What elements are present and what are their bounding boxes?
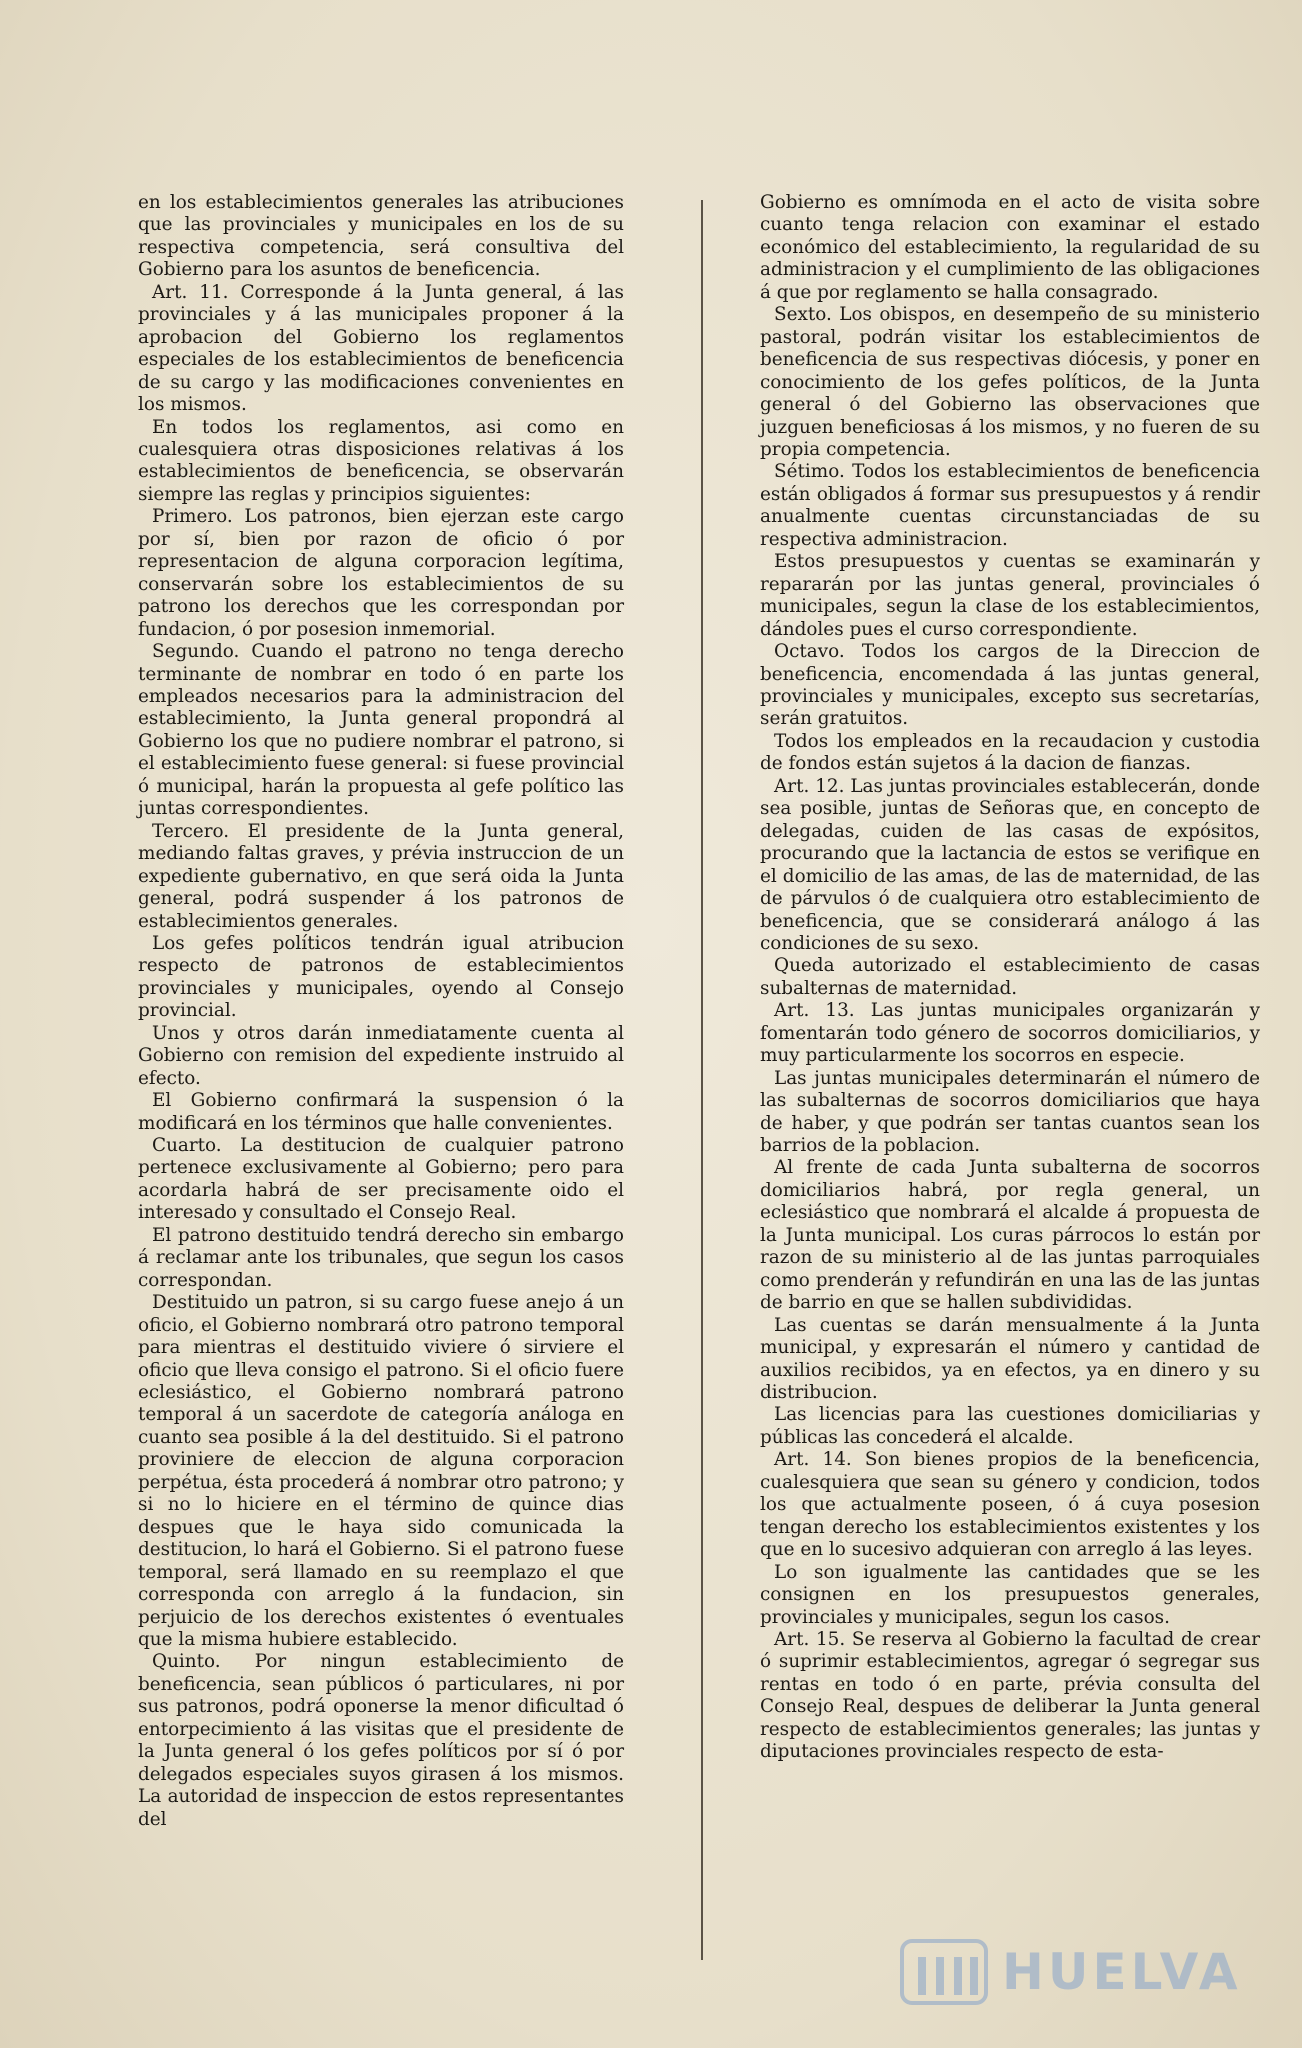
paragraph: Segundo. Cuando el patrono no tenga derecho terminante de nombrar en todo ó en parte los empleados necesarios para la administracion del establecimiento, la Junta general propondrá al Gobierno los que no pudiere nombrar el patrono, si el establecimiento fuese general: si fuese provincial ó municipal, harán la propuesta al gefe político las juntas correspondientes. xyxy=(138,641,624,820)
paragraph: Estos presupuestos y cuentas se examinarán y repararán por las juntas general, provinciales ó municipales, segun la clase de los establecimientos, dándoles pues el curso correspondiente. xyxy=(760,551,1260,640)
paragraph: Art. 14. Son bienes propios de la beneficencia, cualesquiera que sean su género y condicion, todos los que actualmente poseen, ó á cuya posesion tengan derecho los establecimientos existentes y los que en lo sucesivo adquieran con arreglo á las leyes. xyxy=(760,1449,1260,1561)
paragraph: Quinto. Por ningun establecimiento de beneficencia, sean públicos ó particulares, ni por sus patronos, podrá oponerse la menor dificultad ó entorpecimiento á las visitas que el presidente de la Junta general ó los gefes políticos por sí ó por delegados especiales suyos girasen á los mismos. La autoridad de inspeccion de estos representantes del xyxy=(138,1651,624,1830)
paragraph: Gobierno es omnímoda en el acto de visita sobre cuanto tenga relacion con examinar el estado económico del establecimiento, la regularidad de su administracion y el cumplimiento de las obligaciones á que por reglamento se halla consagrado. xyxy=(760,192,1260,303)
paragraph: Unos y otros darán inmediatamente cuenta al Gobierno con remision del expediente instruido al efecto. xyxy=(138,1022,624,1089)
paragraph: Queda autorizado el establecimiento de casas subalternas de maternidad. xyxy=(760,955,1260,999)
paragraph: Las licencias para las cuestiones domiciliarias y públicas las concederá el alcalde. xyxy=(760,1404,1260,1448)
paragraph: en los establecimientos generales las atribuciones que las provinciales y municipales en los de su respectiva competencia, será consultiva del Gobierno para los asuntos de beneficencia. xyxy=(138,192,624,281)
right-text-column xyxy=(760,192,1260,1764)
paragraph: En todos los reglamentos, asi como en cualesquiera otras disposiciones relativas á los establecimientos de beneficencia, se observarán siempre las reglas y principios siguientes: xyxy=(138,416,624,505)
paragraph: Sétimo. Todos los establecimientos de beneficencia están obligados á formar sus presupuestos y á rendir anualmente cuentas circunstanciadas de su respectiva administracion. xyxy=(760,461,1260,550)
left-text-column xyxy=(138,192,624,1831)
paragraph: Todos los empleados en la recaudacion y custodia de fondos están sujetos á la dacion de fianzas. xyxy=(760,730,1260,775)
watermark-text: HUELVA xyxy=(1002,1943,1242,2001)
paragraph: Lo son igualmente las cantidades que se les consignen en los presupuestos generales, provinciales y municipales, segun los casos. xyxy=(760,1561,1260,1628)
paragraph: Sexto. Los obispos, en desempeño de su ministerio pastoral, podrán visitar los establecimientos de beneficencia de sus respectivas diócesis, y poner en conocimiento de los gefes políticos, de la Junta general ó del Gobierno las observaciones que juzguen beneficiosas á los mismos, y no fueren de su propia competencia. xyxy=(760,304,1260,460)
paragraph: Destituido un patron, si su cargo fuese anejo á un oficio, el Gobierno nombrará otro patrono temporal para mientras el destituido viviere ó sirviere el oficio que lleva consigo el patrono. Si el oficio fuere eclesiástico, el Gobierno nombrará patrono temporal á un sacerdote de categoría análoga en cuanto sea posible á la del destituido. Si el patrono proviniere de eleccion de alguna corporacion perpétua, ésta procederá á nombrar otro patrono; y si no lo hiciere en el término de quince dias despues que le haya sido comunicada la destitucion, lo hará el Gobierno. Si el patrono fuese temporal, será llamado en su reemplazo el que corresponda con arreglo á la fundacion, sin perjuicio de los derechos existentes ó eventuales que la misma hubiere establecido. xyxy=(138,1292,624,1650)
paragraph: Tercero. El presidente de la Junta general, mediando faltas graves, y prévia instruccion de un expediente gubernativo, en que será oida la Junta general, podrá suspender á los patronos de establecimientos generales. xyxy=(138,820,624,932)
paragraph: Art. 13. Las juntas municipales organizarán y fomentarán todo género de socorros domiciliarios, y muy particularmente los socorros en especie. xyxy=(760,1000,1260,1067)
library-watermark xyxy=(900,1935,1240,2015)
paragraph: Primero. Los patronos, bien ejerzan este cargo por sí, bien por razon de oficio ó por representacion de alguna corporacion legítima, conservarán sobre los establecimientos de su patrono los derechos que les correspondan por fundacion, ó por posesion inmemorial. xyxy=(138,506,624,640)
library-columns-logo-icon xyxy=(900,1939,988,2005)
paragraph: Las cuentas se darán mensualmente á la Junta municipal, y expresarán el número y cantidad de auxilios recibidos, ya en efectos, ya en dinero y su distribucion. xyxy=(760,1314,1260,1404)
paragraph: El patrono destituido tendrá derecho sin embargo á reclamar ante los tribunales, que segun los casos correspondan. xyxy=(138,1224,624,1291)
paragraph: Art. 11. Corresponde á la Junta general, á las provinciales y á las municipales proponer á la aprobacion del Gobierno los reglamentos especiales de los establecimientos de beneficencia de su cargo y las modificaciones convenientes en los mismos. xyxy=(138,281,624,416)
paragraph: Octavo. Todos los cargos de la Direccion de beneficencia, encomendada á las juntas general, provinciales y municipales, excepto sus secretarías, serán gratuitos. xyxy=(760,641,1260,730)
paragraph: Art. 15. Se reserva al Gobierno la facultad de crear ó suprimir establecimientos, agregar ó segregar sus rentas en todo ó en parte, prévia consulta del Consejo Real, despues de deliberar la Junta general respecto de establecimientos generales; las juntas y diputaciones provinciales respecto de esta- xyxy=(760,1629,1260,1763)
paragraph: Cuarto. La destitucion de cualquier patrono pertenece exclusivamente al Gobierno; pero para acordarla habrá de ser precisamente oido el interesado y consultado el Consejo Real. xyxy=(138,1135,624,1224)
paragraph: Art. 12. Las juntas provinciales establecerán, donde sea posible, juntas de Señoras que, en concepto de delegadas, cuiden de las casas de expósitos, procurando que la lactancia de estos se verifique en el domicilio de las amas, de las de maternidad, de las de párvulos ó de cualquiera otro establecimiento de beneficencia, que se considerará análogo á las condiciones de su sexo. xyxy=(760,775,1260,954)
paragraph: Los gefes políticos tendrán igual atribucion respecto de patronos de establecimientos provinciales y municipales, oyendo al Consejo provincial. xyxy=(138,932,624,1022)
paragraph: Al frente de cada Junta subalterna de socorros domiciliarios habrá, por regla general, un eclesiástico que nombrará el alcalde á propuesta de la Junta municipal. Los curas párrocos lo están por razon de su ministerio al de las juntas parroquiales como prenderán y refundirán en una las de las juntas de barrio en que se hallen subdivididas. xyxy=(760,1157,1260,1314)
paragraph: El Gobierno confirmará la suspension ó la modificará en los términos que halle convenientes. xyxy=(138,1090,624,1134)
paragraph: Las juntas municipales determinarán el número de las subalternas de socorros domiciliarios que haya de haber, y que podrán ser tantas cuantos sean los barrios de la poblacion. xyxy=(760,1067,1260,1157)
column-divider xyxy=(701,200,703,1960)
